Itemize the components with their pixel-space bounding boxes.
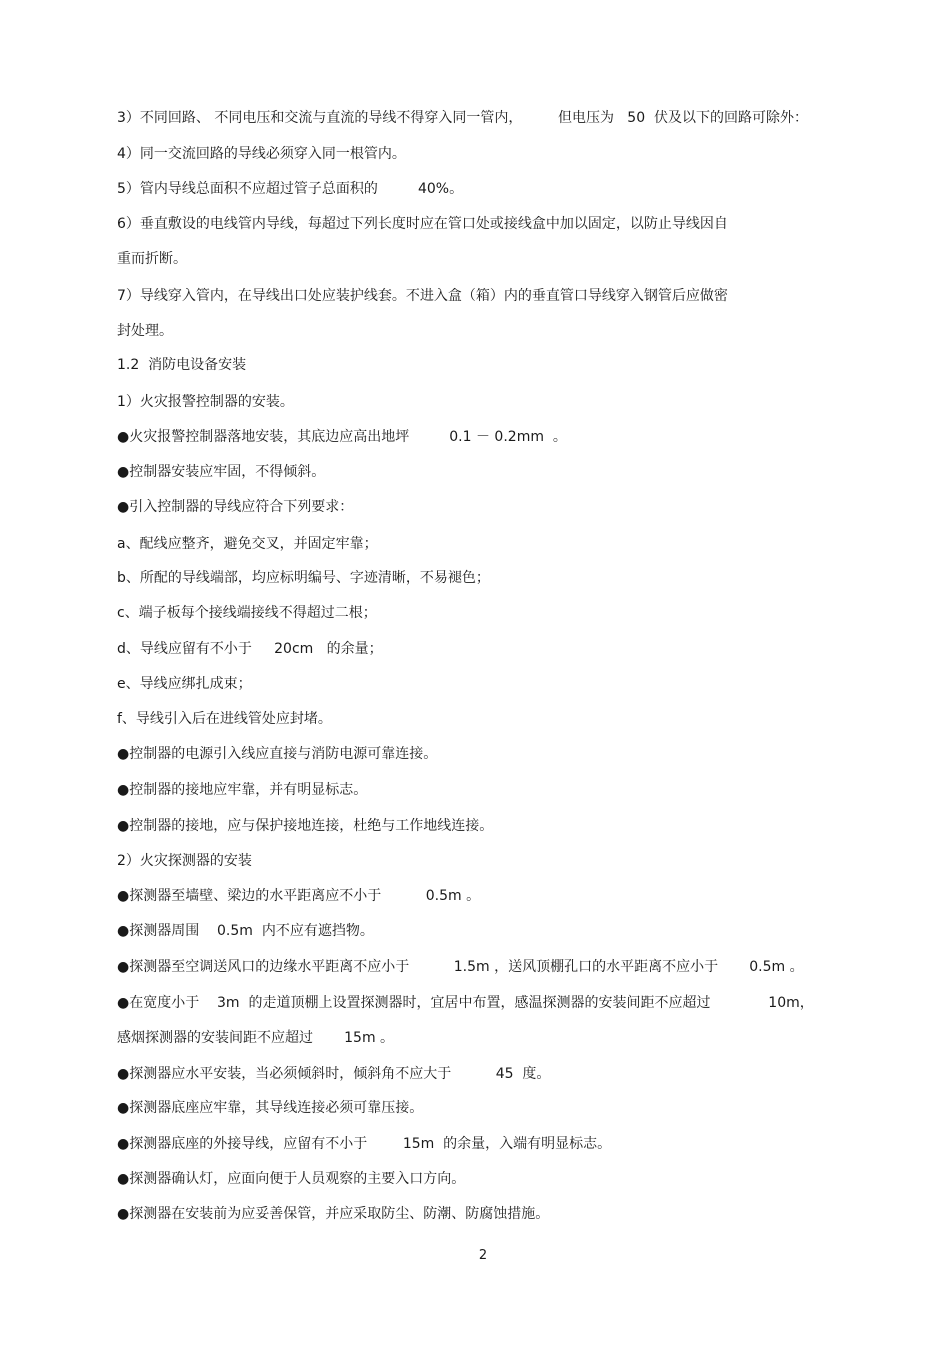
list-item: d、导线应留有不小于 20cm 的余量；: [117, 641, 383, 657]
text-line: 5）管内导线总面积不应超过管子总面积的 40%。: [117, 181, 464, 197]
bullet-item: ●探测器至空调送风口的边缘水平距离不应小于 1.5m ，送风顶棚孔口的水平距离不应小于 0.5m 。: [117, 959, 804, 975]
bullet-item: ●控制器的接地，应与保护接地连接，杜绝与工作地线连接。: [117, 818, 494, 834]
list-item: e、导线应绑扎成束；: [117, 676, 252, 692]
bullet-item: ●探测器确认灯，应面向便于人员观察的主要入口方向。: [117, 1171, 466, 1187]
bullet-item: ●控制器安装应牢固，不得倾斜。: [117, 464, 326, 480]
text-line: 7）导线穿入管内，在导线出口处应装护线套。不进入盒（箱）内的垂直管口导线穿入钢管后应做密: [117, 288, 728, 304]
text-line: 重而折断。: [117, 251, 187, 267]
page-number: 2: [478, 1248, 488, 1263]
text-line: 1）火灾报警控制器的安装。: [117, 394, 294, 410]
bullet-item: ●控制器的电源引入线应直接与消防电源可靠连接。: [117, 746, 438, 762]
bullet-item: ●探测器在安装前为应妥善保管，并应采取防尘、防潮、防腐蚀措施。: [117, 1206, 550, 1222]
text-line: 2）火灾探测器的安装: [117, 853, 252, 869]
bullet-item: ●控制器的接地应牢靠，并有明显标志。: [117, 782, 368, 798]
bullet-item: ●在宽度小于 3m 的走道顶棚上设置探测器时，宜居中布置，感温探测器的安装间距不应超过 10m，: [117, 995, 814, 1011]
bullet-item: ●引入控制器的导线应符合下列要求：: [117, 499, 354, 515]
bullet-item: ●探测器底座应牢靠，其导线连接必须可靠压接。: [117, 1100, 424, 1116]
text-line: 4）同一交流回路的导线必须穿入同一根管内。: [117, 146, 406, 162]
bullet-item: ●火灾报警控制器落地安装，其底边应高出地坪 0.1 － 0.2mm 。: [117, 429, 567, 445]
text-line: 6）垂直敷设的电线管内导线，每超过下列长度时应在管口处或接线盒中加以固定，以防止导线因自: [117, 216, 728, 232]
section-heading: 1.2 消防电设备安装: [117, 357, 247, 373]
bullet-item: ●探测器底座的外接导线，应留有不小于 15m 的余量，入端有明显标志。: [117, 1136, 612, 1152]
list-item: f、导线引入后在进线管处应封堵。: [117, 711, 332, 727]
list-item: a、配线应整齐，避免交叉，并固定牢靠；: [117, 536, 378, 552]
bullet-item: ●探测器应水平安装，当必须倾斜时，倾斜角不应大于 45 度。: [117, 1066, 551, 1082]
text-line: 3）不同回路、 不同电压和交流与直流的导线不得穿入同一管内， 但电压为 50 伏及以下的回路可除外：: [117, 110, 809, 126]
list-item: c、端子板每个接线端接线不得超过二根；: [117, 605, 377, 621]
list-item: b、所配的导线端部，均应标明编号、字迹清晰，不易褪色；: [117, 570, 490, 586]
bullet-item: ●探测器周围 0.5m 内不应有遮挡物。: [117, 923, 374, 939]
text-line: 感烟探测器的安装间距不应超过 15m 。: [117, 1030, 395, 1046]
text-line: 封处理。: [117, 323, 173, 339]
bullet-item: ●探测器至墙壁、梁边的水平距离应不小于 0.5m 。: [117, 888, 481, 904]
